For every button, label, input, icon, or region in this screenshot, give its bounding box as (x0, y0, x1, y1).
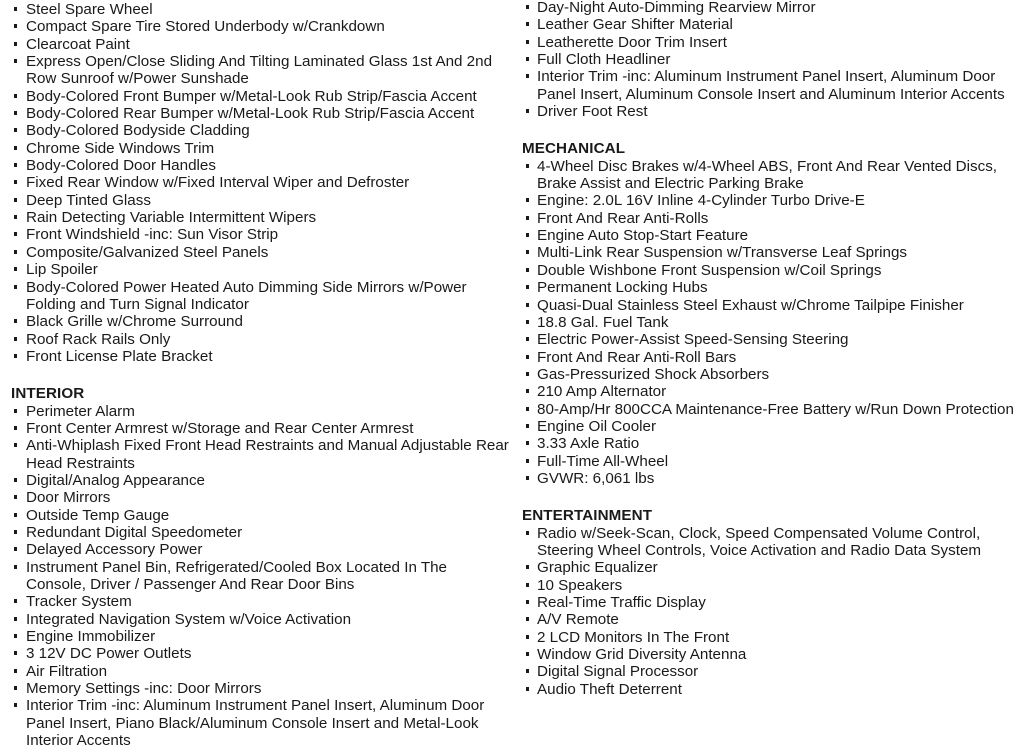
feature-text: Body-Colored Door Handles (26, 157, 216, 175)
bullet-icon (14, 128, 17, 132)
feature-text: Roof Rack Rails Only (26, 330, 171, 348)
feature-item (522, 525, 1022, 560)
feature-text: Door Mirrors (26, 489, 111, 507)
bullet-icon (14, 669, 17, 673)
feature-item (522, 594, 1022, 611)
bullet-icon (14, 651, 17, 655)
feature-text: Instrument Panel Bin, Refrigerated/Cooled Box Located In The Console, Driver / Passenger And Rear Door Bins (26, 558, 448, 593)
bullet-icon (526, 424, 529, 428)
feature-item (11, 105, 511, 122)
bullet-icon (14, 180, 17, 184)
feature-item (522, 663, 1022, 680)
feature-item (522, 646, 1022, 663)
bullet-icon (526, 285, 529, 289)
feature-text: Double Wishbone Front Suspension w/Coil Springs (537, 261, 882, 279)
feature-item (11, 348, 511, 365)
feature-text: 210 Amp Alternator (537, 383, 667, 401)
bullet-icon (14, 59, 17, 63)
bullet-icon (526, 233, 529, 237)
feature-text: Graphic Equalizer (537, 559, 658, 577)
bullet-icon (526, 441, 529, 445)
feature-item (522, 470, 1022, 487)
feature-text: Window Grid Diversity Antenna (537, 646, 747, 664)
right-column (522, 0, 1022, 698)
feature-item (522, 68, 1022, 103)
feature-list (11, 403, 511, 750)
bullet-icon (526, 164, 529, 168)
section-exterior-continued (11, 1, 511, 365)
bullet-icon (526, 372, 529, 376)
feature-item (522, 103, 1022, 120)
left-column (11, 1, 511, 749)
feature-item (11, 192, 511, 209)
bullet-icon (526, 216, 529, 220)
bullet-icon (526, 355, 529, 359)
bullet-icon (526, 669, 529, 673)
bullet-icon (14, 42, 17, 46)
bullet-icon (14, 599, 17, 603)
bullet-icon (14, 530, 17, 534)
feature-item (11, 53, 511, 88)
bullet-icon (526, 320, 529, 324)
feature-item (522, 244, 1022, 261)
bullet-icon (14, 409, 17, 413)
feature-item (11, 331, 511, 348)
bullet-icon (526, 583, 529, 587)
feature-text: 2 LCD Monitors In The Front (537, 628, 730, 646)
feature-item (11, 420, 511, 437)
feature-item (522, 418, 1022, 435)
feature-item (11, 226, 511, 243)
feature-item (522, 383, 1022, 400)
feature-text: Multi-Link Rear Suspension w/Transverse Leaf Springs (537, 244, 908, 262)
bullet-icon (14, 267, 17, 271)
feature-text: Interior Trim -inc: Aluminum Instrument Panel Insert, Aluminum Door Panel Insert, Aluminum Console Insert and Aluminum Interior Accents (537, 68, 1005, 103)
feature-item (522, 559, 1022, 576)
feature-text: Leather Gear Shifter Material (537, 16, 733, 34)
feature-text: Engine Immobilizer (26, 628, 156, 646)
bullet-icon (526, 531, 529, 535)
feature-text: Deep Tinted Glass (26, 191, 151, 209)
feature-list (522, 0, 1022, 120)
bullet-icon (14, 94, 17, 98)
feature-text: Steel Spare Wheel (26, 1, 153, 18)
bullet-icon (526, 600, 529, 604)
bullet-icon (14, 198, 17, 202)
section-title-entertainment: ENTERTAINMENT (522, 507, 653, 525)
feature-text: GVWR: 6,061 lbs (537, 469, 655, 487)
feature-text: 18.8 Gal. Fuel Tank (537, 313, 669, 331)
section-title-mechanical: MECHANICAL (522, 140, 626, 158)
feature-item (11, 559, 511, 594)
feature-item (522, 34, 1022, 51)
bullet-icon (14, 337, 17, 341)
bullet-icon (526, 652, 529, 656)
feature-text: Quasi-Dual Stainless Steel Exhaust w/Chrome Tailpipe Finisher (537, 296, 964, 314)
feature-text: Full-Time All-Wheel (537, 452, 669, 470)
bullet-icon (526, 22, 529, 26)
bullet-icon (14, 7, 17, 11)
feature-text: Perimeter Alarm (26, 402, 135, 420)
bullet-icon (526, 407, 529, 411)
bullet-icon (526, 687, 529, 691)
feature-text: Front Center Armrest w/Storage and Rear Center Armrest (26, 419, 414, 437)
feature-text: 10 Speakers (537, 576, 623, 594)
feature-item (11, 140, 511, 157)
bullet-icon (526, 303, 529, 307)
feature-text: 80-Amp/Hr 800CCA Maintenance-Free Battery w/Run Down Protection (537, 400, 1014, 418)
feature-item (11, 437, 511, 472)
feature-text: Outside Temp Gauge (26, 506, 170, 524)
feature-item (11, 261, 511, 278)
feature-text: Integrated Navigation System w/Voice Activation (26, 610, 352, 628)
feature-item (522, 51, 1022, 68)
bullet-icon (526, 476, 529, 480)
feature-list (522, 525, 1022, 698)
feature-item (11, 680, 511, 697)
bullet-icon (14, 250, 17, 254)
feature-text: Memory Settings -inc: Door Mirrors (26, 680, 262, 698)
section-title-interior: INTERIOR (11, 385, 85, 403)
feature-item (11, 88, 511, 105)
bullet-icon (14, 513, 17, 517)
bullet-icon (14, 163, 17, 167)
bullet-icon (526, 617, 529, 621)
feature-text: Radio w/Seek-Scan, Clock, Speed Compensated Volume Control, Steering Wheel Controls, Voice Activation and Radio Data System (537, 524, 982, 559)
feature-text: 4-Wheel Disc Brakes w/4-Wheel ABS, Front And Rear Vented Discs, Brake Assist and Electric Parking Brake (537, 157, 998, 193)
bullet-icon (14, 495, 17, 499)
feature-text: Front And Rear Anti-Rolls (537, 209, 709, 227)
feature-item (522, 681, 1022, 698)
feature-item (11, 403, 511, 420)
bullet-icon (14, 319, 17, 323)
feature-text: Rain Detecting Variable Intermittent Wipers (26, 209, 317, 227)
feature-text: Black Grille w/Chrome Surround (26, 313, 243, 331)
bullet-icon (14, 443, 17, 447)
bullet-icon (526, 250, 529, 254)
feature-item (522, 262, 1022, 279)
feature-item (11, 663, 511, 680)
section-interior-continued (522, 0, 1022, 120)
feature-text: 3 12V DC Power Outlets (26, 645, 192, 663)
feature-text: Air Filtration (26, 662, 108, 680)
feature-text: Day-Night Auto-Dimming Rearview Mirror (537, 0, 816, 16)
feature-text: 3.33 Axle Ratio (537, 435, 640, 453)
bullet-icon (14, 478, 17, 482)
feature-text: Compact Spare Tire Stored Underbody w/Crankdown (26, 18, 385, 36)
feature-item (522, 435, 1022, 452)
feature-text: Real-Time Traffic Display (537, 594, 706, 611)
bullet-icon (14, 354, 17, 358)
feature-item (522, 158, 1022, 193)
feature-item (11, 1, 511, 18)
feature-item (522, 0, 1022, 16)
feature-item (11, 697, 511, 749)
feature-text: Express Open/Close Sliding And Tilting Laminated Glass 1st And 2nd Row Sunroof w/Power Sunshade (26, 53, 493, 88)
feature-text: Tracker System (26, 593, 132, 611)
feature-text: A/V Remote (537, 611, 619, 629)
feature-item (11, 645, 511, 662)
feature-text: Chrome Side Windows Trim (26, 139, 215, 157)
feature-item (11, 524, 511, 541)
feature-text: Digital/Analog Appearance (26, 471, 206, 489)
feature-text: Lip Spoiler (26, 261, 98, 279)
feature-text: Body-Colored Bodyside Cladding (26, 122, 250, 140)
feature-item (11, 279, 511, 314)
feature-list (522, 158, 1022, 488)
feature-item (11, 472, 511, 489)
feature-item (11, 174, 511, 191)
feature-item (522, 611, 1022, 628)
bullet-icon (14, 703, 17, 707)
feature-item (522, 349, 1022, 366)
bullet-icon (526, 198, 529, 202)
bullet-icon (526, 459, 529, 463)
feature-item (522, 227, 1022, 244)
feature-item (522, 210, 1022, 227)
feature-text: Driver Foot Rest (537, 103, 648, 121)
feature-list (11, 1, 511, 365)
feature-item (11, 611, 511, 628)
feature-item (11, 489, 511, 506)
feature-text: Redundant Digital Speedometer (26, 523, 243, 541)
bullet-icon (14, 24, 17, 28)
bullet-icon (526, 389, 529, 393)
feature-item (522, 192, 1022, 209)
bullet-icon (526, 5, 529, 9)
feature-item (11, 593, 511, 610)
bullet-icon (14, 426, 17, 430)
feature-text: Gas-Pressurized Shock Absorbers (537, 365, 770, 383)
feature-item (522, 401, 1022, 418)
bullet-icon (526, 565, 529, 569)
feature-text: Engine Auto Stop-Start Feature (537, 227, 749, 245)
feature-item (11, 244, 511, 261)
bullet-icon (14, 547, 17, 551)
bullet-icon (526, 635, 529, 639)
feature-text: Anti-Whiplash Fixed Front Head Restraints and Manual Adjustable Rear Head Restraints (26, 437, 509, 472)
feature-item (11, 507, 511, 524)
bullet-icon (526, 74, 529, 78)
bullet-icon (526, 57, 529, 61)
bullet-icon (14, 634, 17, 638)
feature-text: Body-Colored Rear Bumper w/Metal-Look Rub Strip/Fascia Accent (26, 105, 475, 123)
bullet-icon (526, 337, 529, 341)
feature-text: Composite/Galvanized Steel Panels (26, 243, 269, 261)
feature-text: Digital Signal Processor (537, 663, 699, 681)
feature-text: Clearcoat Paint (26, 35, 130, 53)
feature-text: Audio Theft Deterrent (537, 680, 682, 698)
feature-item (11, 313, 511, 330)
bullet-icon (14, 285, 17, 289)
feature-text: Permanent Locking Hubs (537, 279, 708, 297)
bullet-icon (14, 232, 17, 236)
bullet-icon (526, 268, 529, 272)
feature-text: Fixed Rear Window w/Fixed Interval Wiper and Defroster (26, 174, 410, 192)
feature-text: Engine: 2.0L 16V Inline 4-Cylinder Turbo Drive-E (537, 192, 865, 210)
feature-item (522, 453, 1022, 470)
feature-text: Leatherette Door Trim Insert (537, 33, 727, 51)
feature-item (11, 541, 511, 558)
feature-item (522, 629, 1022, 646)
bullet-icon (14, 146, 17, 150)
section-mechanical (522, 140, 1022, 487)
bullet-icon (14, 215, 17, 219)
feature-text: Front License Plate Bracket (26, 347, 213, 365)
feature-item (11, 209, 511, 226)
feature-item (11, 36, 511, 53)
feature-item (11, 18, 511, 35)
feature-text: Body-Colored Power Heated Auto Dimming Side Mirrors w/Power Folding and Turn Signal Indicator (26, 278, 467, 313)
feature-item (522, 279, 1022, 296)
feature-item (522, 577, 1022, 594)
feature-item (11, 157, 511, 174)
bullet-icon (14, 686, 17, 690)
feature-item (11, 122, 511, 139)
feature-text: Engine Oil Cooler (537, 417, 657, 435)
feature-item (522, 331, 1022, 348)
feature-text: Electric Power-Assist Speed-Sensing Steering (537, 331, 849, 349)
feature-text: Body-Colored Front Bumper w/Metal-Look Rub Strip/Fascia Accent (26, 87, 477, 105)
feature-text: Full Cloth Headliner (537, 51, 671, 69)
feature-item (11, 628, 511, 645)
feature-text: Delayed Accessory Power (26, 541, 203, 559)
bullet-icon (14, 111, 17, 115)
feature-text: Front Windshield -inc: Sun Visor Strip (26, 226, 279, 244)
feature-item (522, 366, 1022, 383)
bullet-icon (14, 565, 17, 569)
section-interior (11, 385, 511, 749)
feature-item (522, 314, 1022, 331)
bullet-icon (526, 40, 529, 44)
bullet-icon (14, 617, 17, 621)
feature-text: Interior Trim -inc: Aluminum Instrument Panel Insert, Aluminum Door Panel Insert, Piano Black/Aluminum Console Insert and Metal-Look Interior Accents (26, 697, 485, 750)
section-entertainment (522, 507, 1022, 698)
feature-item (522, 16, 1022, 33)
feature-item (522, 297, 1022, 314)
bullet-icon (526, 109, 529, 113)
feature-text: Front And Rear Anti-Roll Bars (537, 348, 737, 366)
